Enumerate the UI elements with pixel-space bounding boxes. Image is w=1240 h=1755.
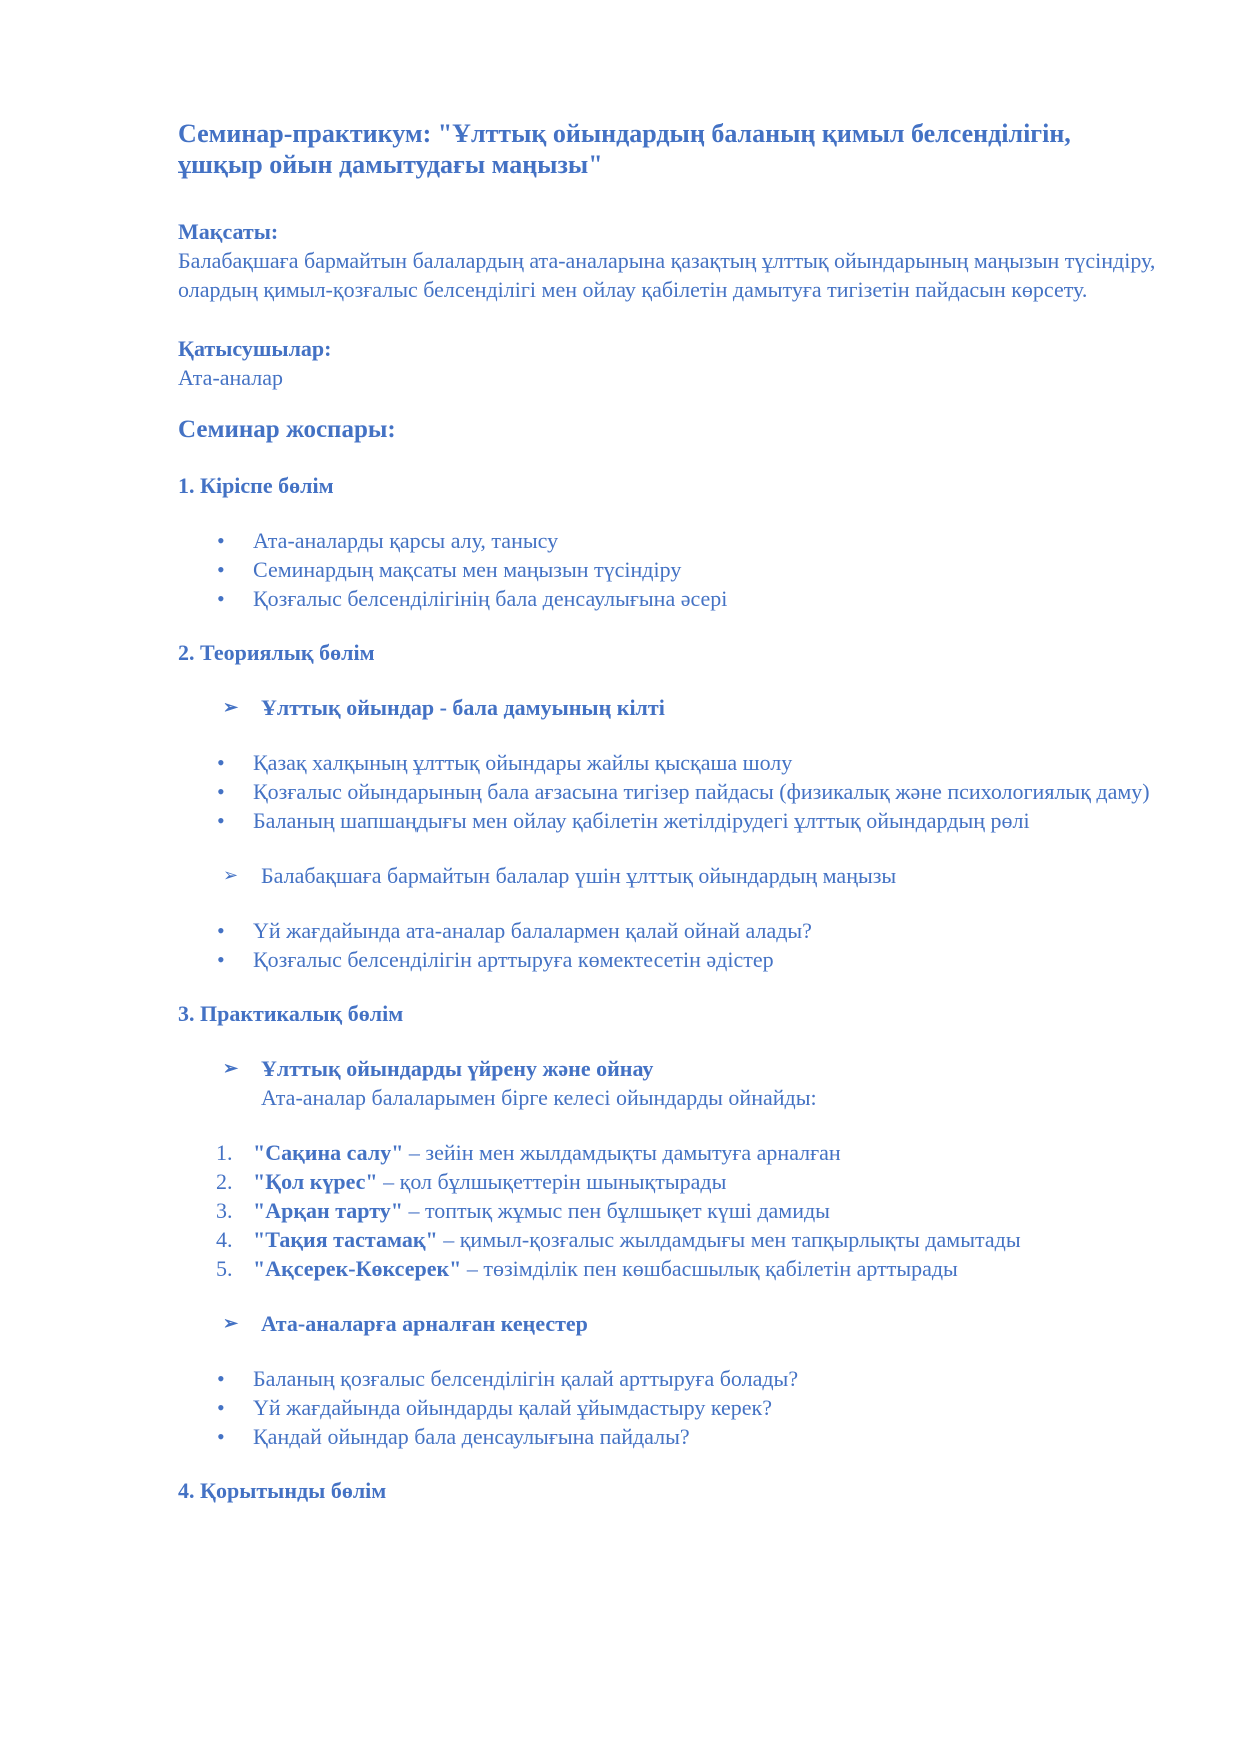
game-number: 3.: [216, 1198, 233, 1223]
list-item: • Қандай ойындар бала денсаулығына пайдалы?: [178, 1422, 1158, 1451]
section-4-heading: 4. Қорытынды бөлім: [178, 1478, 387, 1503]
sub-heading-text: Ұлттық ойындарды үйрену және ойнау: [261, 1056, 654, 1081]
section-2-sub-1-heading: [178, 693, 1158, 722]
section-2-sub-1-list: [178, 748, 1158, 835]
section-3-sub-2-heading: [178, 1309, 1158, 1338]
game-item: [178, 1167, 1158, 1196]
list-item: • Қозғалыс ойындарының бала ағзасына тигізер пайдасы (физикалық және психологиялық даму): [178, 777, 1158, 806]
arrow-bullet-icon: ➢: [223, 697, 239, 717]
list-item: • Баланың қозғалыс белсенділігін қалай арттыруға болады?: [178, 1364, 1158, 1393]
section-2-sub-2-heading: [178, 861, 1158, 890]
section-3-sub-2-list: [178, 1364, 1158, 1451]
arrow-bullet-icon: ➢: [223, 865, 239, 885]
game-number: 4.: [216, 1227, 233, 1252]
goal-label: Мақсаты:: [178, 219, 279, 244]
list-item: • Қазақ халқының ұлттық ойындары жайлы қысқаша шолу: [178, 748, 1158, 777]
arrow-bullet-icon: ➢: [223, 1313, 239, 1333]
document-page: [178, 118, 1158, 1505]
section-1-heading: 1. Кіріспе бөлім: [178, 473, 334, 498]
section-2-sub-2-list: [178, 916, 1158, 974]
game-item: [178, 1225, 1158, 1254]
arrow-bullet-icon: ➢: [223, 1058, 239, 1078]
game-number: 1.: [216, 1140, 233, 1165]
game-number: 2.: [216, 1169, 233, 1194]
game-desc: – қимыл-қозғалыс жылдамдығы мен тапқырлықты дамытады: [437, 1227, 1021, 1252]
games-list: [178, 1138, 1158, 1283]
game-item: [178, 1254, 1158, 1283]
game-name: "Тақия тастамақ": [253, 1227, 438, 1252]
section-3-heading: 3. Практикалық бөлім: [178, 1001, 404, 1026]
game-desc: – зейін мен жылдамдықты дамытуға арналған: [403, 1140, 841, 1165]
game-number: 5.: [216, 1256, 233, 1281]
participants-label: Қатысушылар:: [178, 336, 332, 361]
game-desc: – төзімділік пен көшбасшылық қабілетін арттырады: [461, 1256, 958, 1281]
list-item: • Баланың шапшаңдығы мен ойлау қабілетін жетілдірудегі ұлттық ойындардың рөлі: [178, 806, 1158, 835]
game-item: [178, 1138, 1158, 1167]
game-name: "Арқан тарту": [253, 1198, 403, 1223]
game-desc: – топтық жұмыс пен бұлшықет күші дамиды: [402, 1198, 830, 1223]
plan-heading: Семинар жоспары:: [178, 416, 396, 443]
list-item: • Қозғалыс белсенділігін арттыруға көмектесетін әдістер: [178, 945, 1158, 974]
intro-text: Ата-аналар балаларымен бірге келесі ойындарды ойнайды:: [261, 1085, 817, 1110]
goal-text: Балабақшаға бармайтын балалардың ата-аналарына қазақтың ұлттық ойындарының маңызын түсіндіру, олардың қимыл-қозғалыс белсенділігі мен ойлау қабілетін дамытуға тигізетін пайдасын көрсету.: [178, 248, 1156, 302]
section-3-intro: [178, 1083, 1158, 1112]
list-item: • Қозғалыс белсенділігінің бала денсаулығына әсері: [178, 584, 1158, 613]
sub-heading-text: Ата-аналарға арналған кеңестер: [261, 1311, 588, 1336]
sub-heading-text: Балабақшаға бармайтын балалар үшін ұлттық ойындардың маңызы: [261, 863, 897, 888]
sub-heading-text: Ұлттық ойындар - бала дамуының кілті: [261, 695, 665, 720]
list-item: • Семинардың мақсаты мен маңызын түсіндіру: [178, 555, 1158, 584]
game-item: [178, 1196, 1158, 1225]
game-name: "Сақина салу": [253, 1140, 404, 1165]
game-desc: – қол бұлшықеттерін шынықтырады: [377, 1169, 727, 1194]
participants-text: Ата-аналар: [178, 365, 284, 390]
section-2-heading: 2. Теориялық бөлім: [178, 640, 375, 665]
document-title: Семинар-практикум: "Ұлттық ойындардың баланың қимыл белсенділігін, ұшқыр ойын дамытудағы маңызы": [178, 119, 1071, 179]
section-3-sub-1-heading: [178, 1054, 1158, 1083]
list-item: • Үй жағдайында ата-аналар балалармен қалай ойнай алады?: [178, 916, 1158, 945]
game-name: "Ақсерек-Көксерек": [253, 1256, 462, 1281]
list-item: • Үй жағдайында ойындарды қалай ұйымдастыру керек?: [178, 1393, 1158, 1422]
section-1-list: [178, 526, 1158, 613]
list-item: • Ата-аналарды қарсы алу, танысу: [178, 526, 1158, 555]
game-name: "Қол күрес": [253, 1169, 378, 1194]
